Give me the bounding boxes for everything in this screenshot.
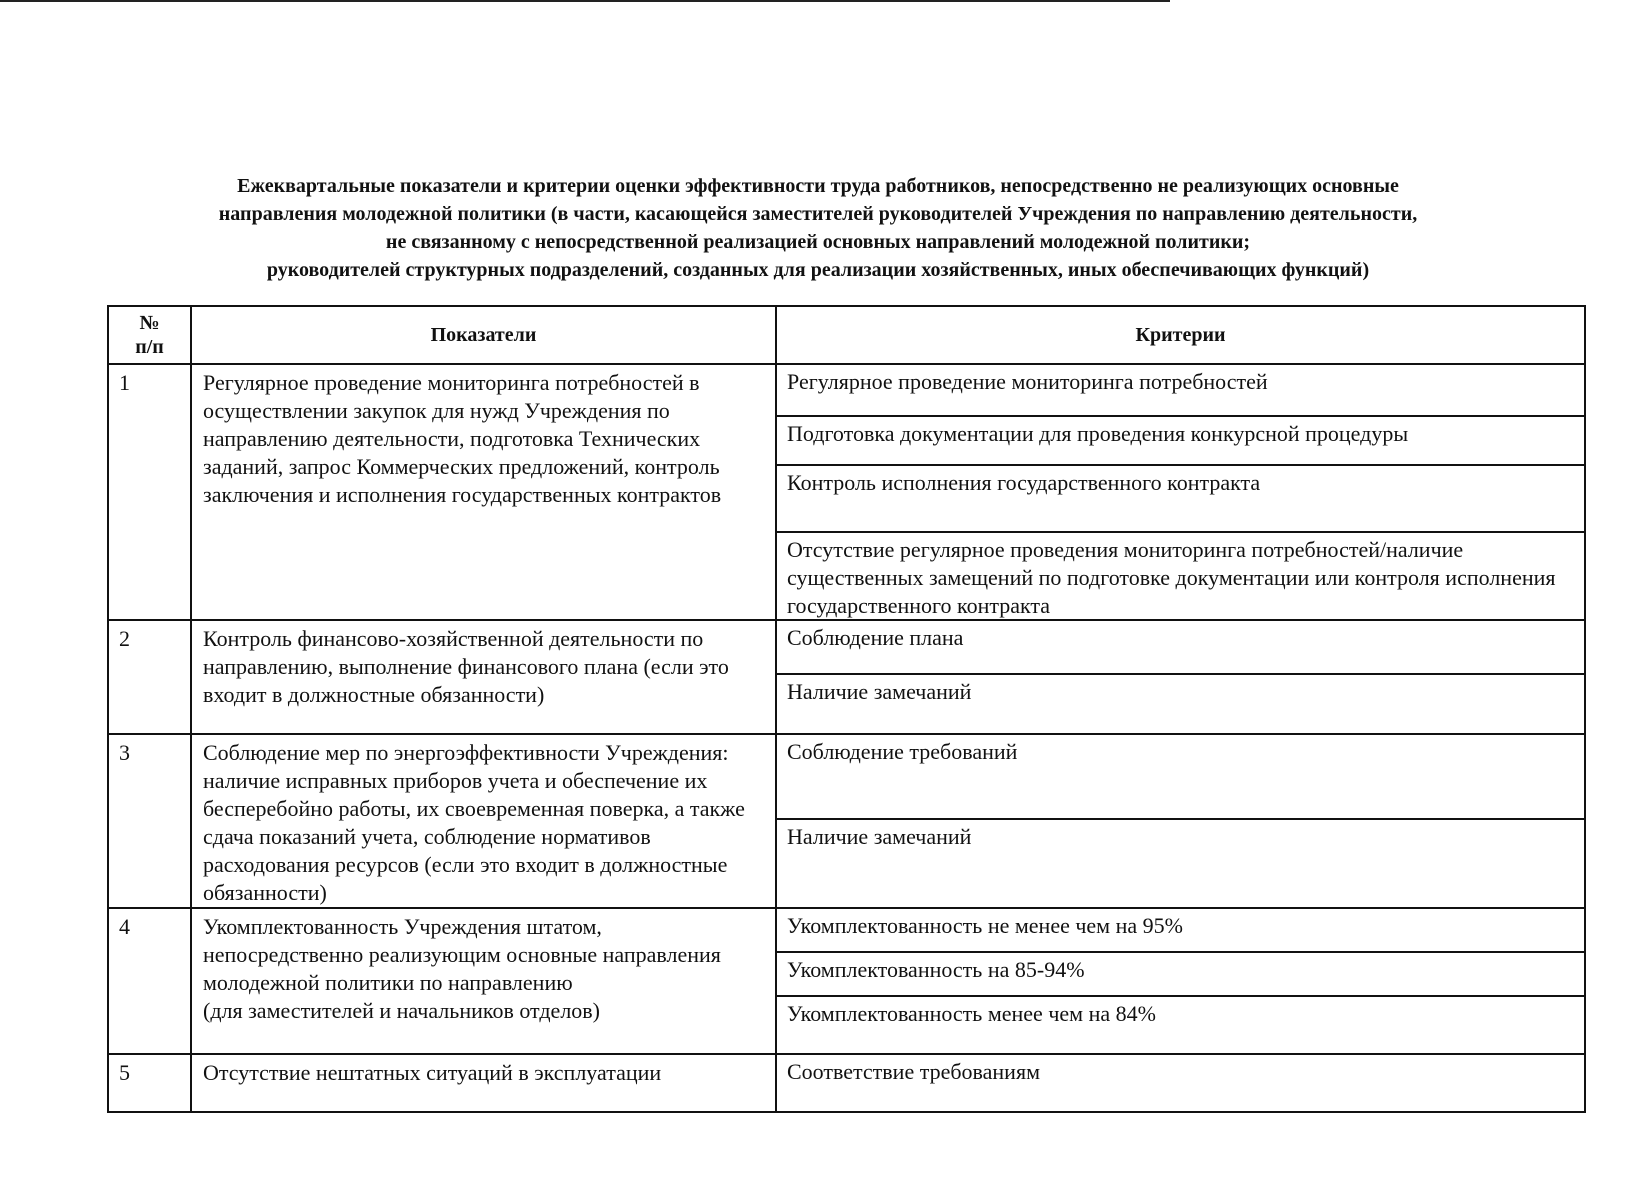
indicator-cell: Отсутствие нештатных ситуаций в эксплуатации — [191, 1054, 776, 1112]
title-line: руководителей структурных подразделений, созданных для реализации хозяйственных, иных обеспечивающих функций) — [266, 259, 1370, 281]
criteria-cell — [776, 620, 1585, 734]
criterion: Соответствие требованиям — [787, 1059, 1040, 1084]
criteria-table — [107, 305, 1586, 1113]
criterion: Соблюдение требований — [777, 735, 1584, 820]
criterion: Наличие замечаний — [787, 824, 972, 849]
criteria-cell — [776, 1054, 1585, 1112]
header-criteria: Критерии — [776, 306, 1585, 364]
table-row — [108, 364, 1585, 620]
table-header-row — [108, 306, 1585, 364]
criterion: Подготовка документации для проведения конкурсной процедуры — [777, 417, 1584, 466]
title-line: направления молодежной политики (в части, касающейся заместителей руководителей Учреждения по направлению деятельности, — [218, 203, 1418, 225]
row-number: 4 — [108, 908, 191, 1054]
header-num: № п/п — [108, 306, 191, 364]
row-number: 2 — [108, 620, 191, 734]
criterion: Укомплектованность менее чем на 84% — [787, 1001, 1156, 1026]
document-title — [108, 172, 1528, 284]
header-indicators: Показатели — [191, 306, 776, 364]
criteria-cell — [776, 908, 1585, 1054]
criterion: Укомплектованность на 85-94% — [777, 953, 1584, 997]
criterion: Контроль исполнения государственного контракта — [777, 466, 1584, 533]
row-number: 1 — [108, 364, 191, 620]
row-number: 5 — [108, 1054, 191, 1112]
indicator-cell: Укомплектованность Учреждения штатом, непосредственно реализующим основные направления молодежной политики по направлению (для заместителей и начальников отделов) — [191, 908, 776, 1054]
table-row — [108, 734, 1585, 908]
criterion: Отсутствие регулярное проведения мониторинга потребностей/наличие существенных замещений по подготовке документации или контроля исполнения государственного контракта — [787, 537, 1556, 618]
indicator-cell: Регулярное проведение мониторинга потребностей в осуществлении закупок для нужд Учреждения по направлению деятельности, подготовка Технических заданий, запрос Коммерческих предложений, контроль заключения и исполнения государственных контрактов — [191, 364, 776, 620]
criterion: Регулярное проведение мониторинга потребностей — [777, 365, 1584, 417]
title-line: не связанному с непосредственной реализацией основных направлений молодежной политики; — [385, 231, 1251, 253]
indicator-cell: Контроль финансово-хозяйственной деятельности по направлению, выполнение финансового плана (если это входит в должностные обязанности) — [191, 620, 776, 734]
table-row — [108, 1054, 1585, 1112]
table-row — [108, 908, 1585, 1054]
criterion: Укомплектованность не менее чем на 95% — [777, 909, 1584, 953]
indicator-cell: Соблюдение мер по энергоэффективности Учреждения: наличие исправных приборов учета и обеспечение их бесперебойно работы, их своевременная поверка, а также сдача показаний учета, соблюдение нормативов расходования ресурсов (если это входит в должностные обязанности) — [191, 734, 776, 908]
criterion: Соблюдение плана — [777, 621, 1584, 675]
table-row — [108, 620, 1585, 734]
criteria-cell — [776, 734, 1585, 908]
criteria-cell — [776, 364, 1585, 620]
row-number: 3 — [108, 734, 191, 908]
title-line: Ежеквартальные показатели и критерии оценки эффективности труда работников, непосредственно не реализующих основные — [237, 175, 1399, 197]
criterion: Наличие замечаний — [787, 679, 972, 704]
top-rule — [0, 0, 1170, 2]
